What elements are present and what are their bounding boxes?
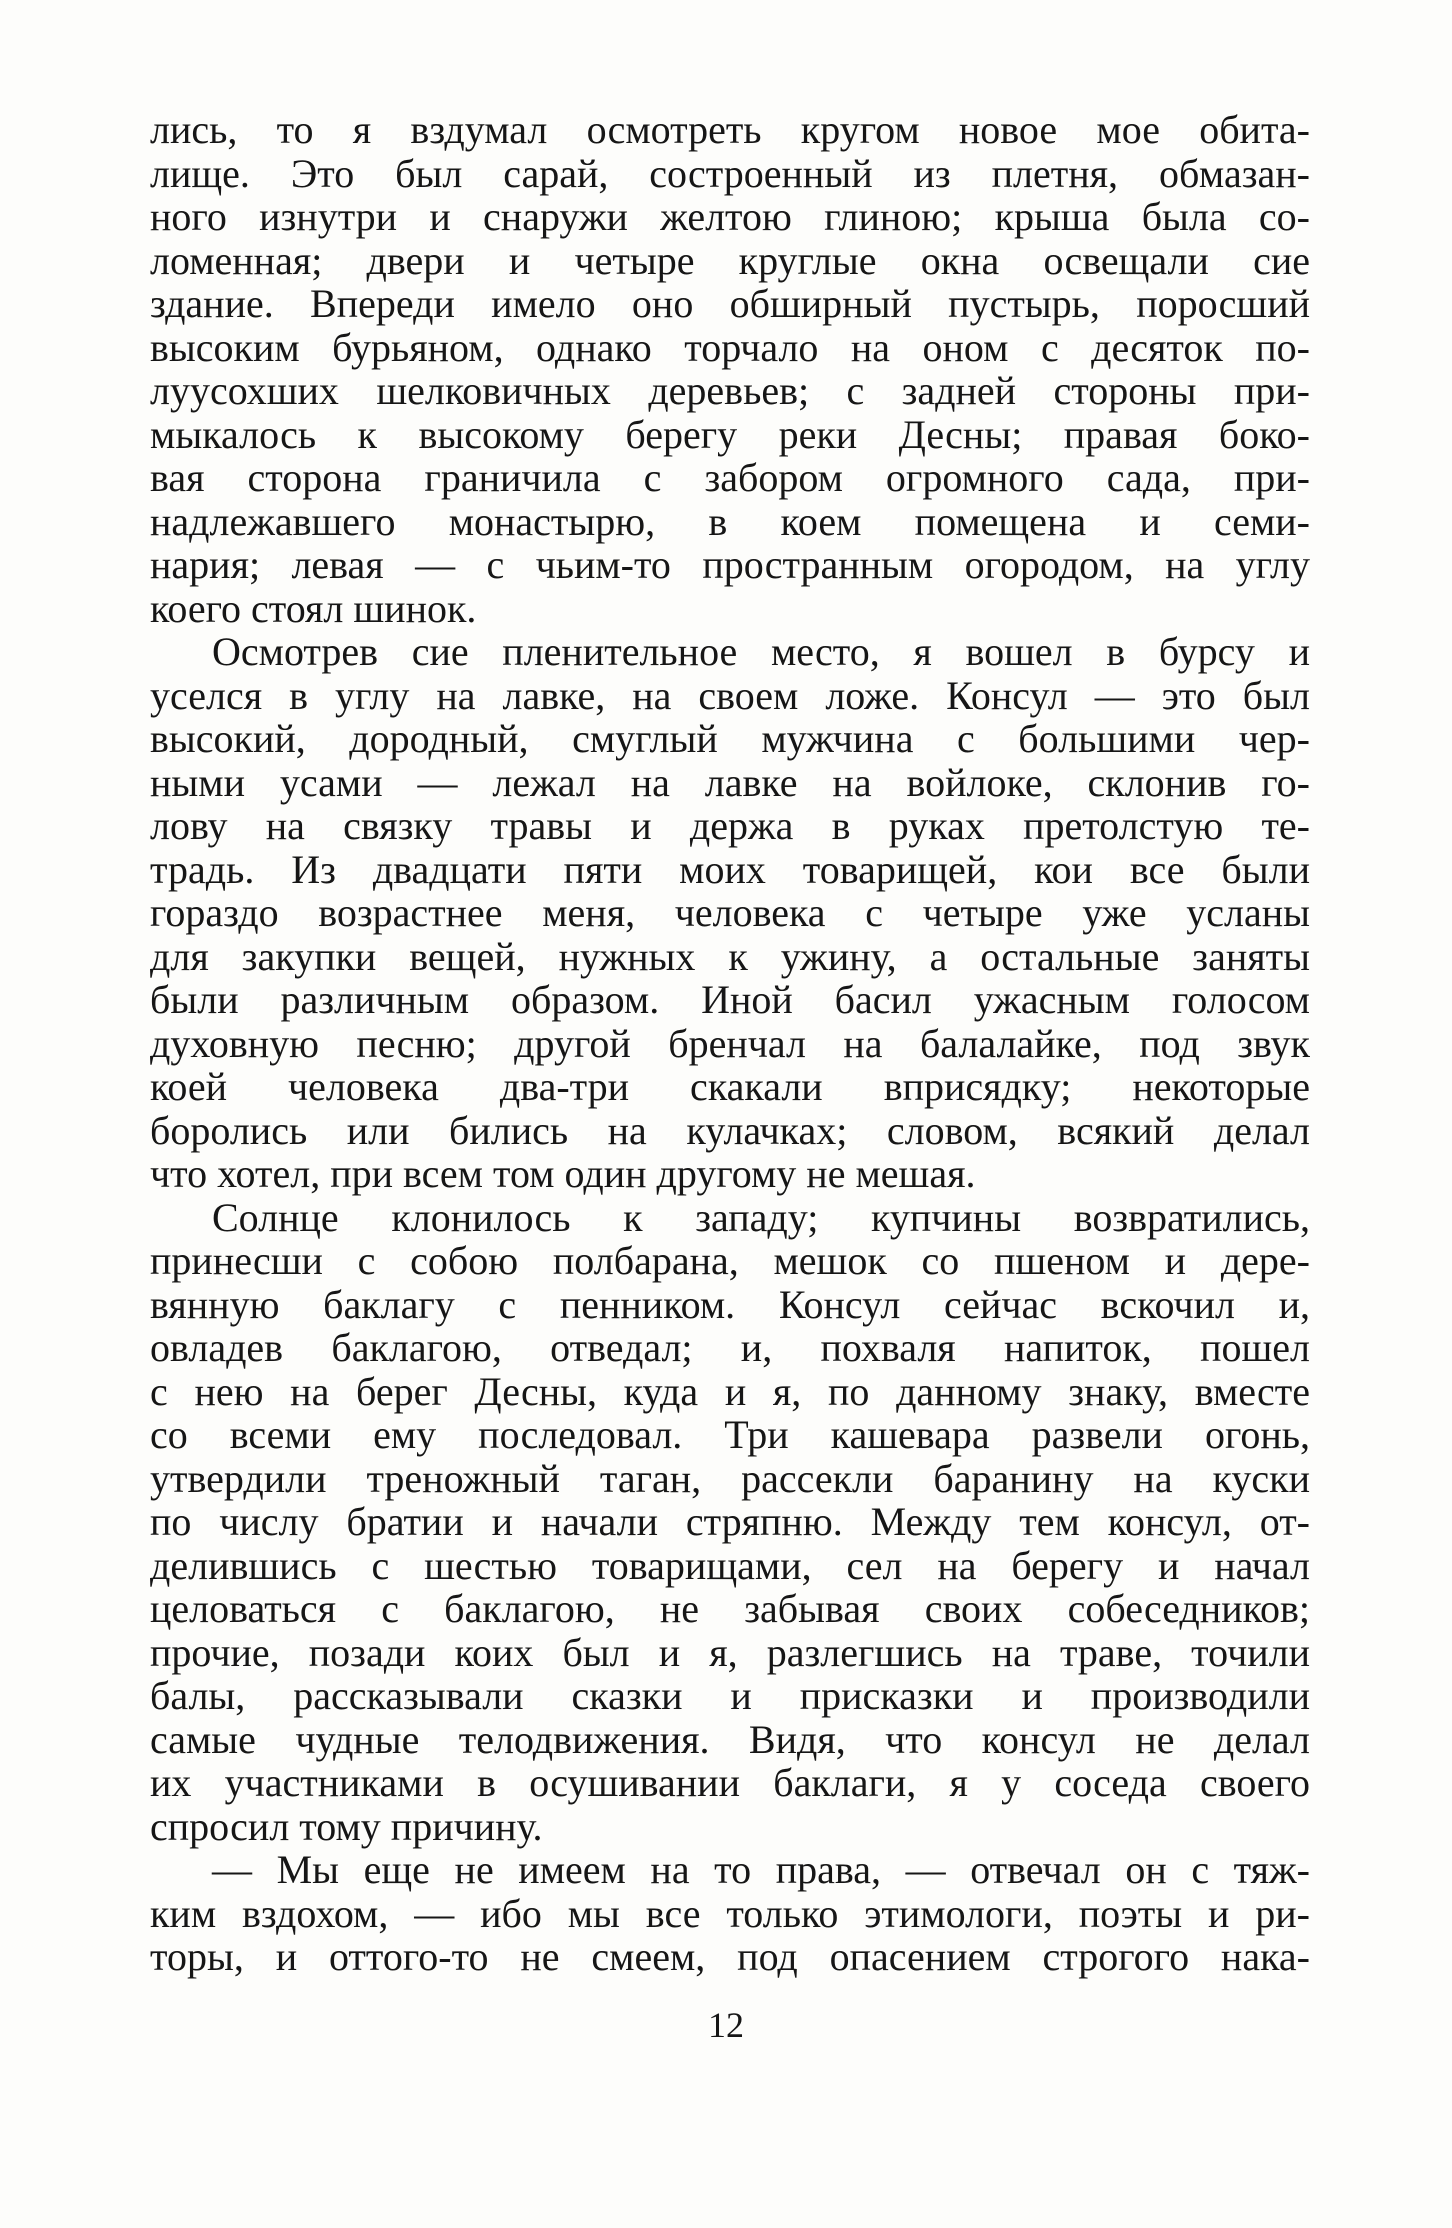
text-line: лову на связку травы и держа в руках претолстую те-: [150, 803, 1310, 848]
text-line: что хотел, при всем том один другому не мешая.: [150, 1151, 976, 1196]
text-line: боролись или бились на кулачках; словом, всякий делал: [150, 1107, 1310, 1153]
text-line: вая сторона граничила с забором огромного сада, при-: [150, 455, 1310, 500]
text-line: принесши с собою полбарана, мешок со пшеном и дере-: [150, 1238, 1310, 1283]
text-line: Солнце клонилось к западу; купчины возвратились,: [212, 1194, 1310, 1240]
text-line: высоким бурьяном, однако торчало на оном с десяток по-: [150, 324, 1310, 370]
text-line: балы, рассказывали сказки и присказки и производили: [150, 1673, 1310, 1718]
text-line: со всеми ему последовал. Три кашевара развели огонь,: [150, 1412, 1310, 1457]
text-line: коего стоял шинок.: [150, 585, 477, 631]
text-line: их участниками в осушивании баклаги, я у соседа своего: [150, 1760, 1310, 1805]
text-line: мыкалось к высокому берегу реки Десны; правая боко-: [150, 411, 1310, 457]
text-line: ными усами — лежал на лавке на войлоке, склонив го-: [150, 759, 1310, 805]
text-line: ного изнутри и снаружи желтою глиною; крыша была со-: [150, 194, 1310, 239]
text-line: прочие, позади коих был и я, разлегшись на траве, точили: [150, 1629, 1310, 1675]
text-line: были различным образом. Иной басил ужасным голосом: [150, 977, 1310, 1022]
text-line: самые чудные телодвижения. Видя, что консул не делал: [150, 1716, 1310, 1762]
text-line: уселся в углу на лавке, на своем ложе. Консул — это был: [150, 672, 1310, 718]
text-line: надлежавшего монастырю, в коем помещена и семи-: [150, 498, 1310, 544]
page-number: 12: [708, 2005, 744, 2045]
text-line: — Мы еще не имеем на то права, — отвечал он с тяж-: [212, 1847, 1310, 1892]
text-line: делившись с шестью товарищами, сел на берегу и начал: [150, 1542, 1310, 1588]
text-line: утвердили треножный таган, рассекли баранину на куски: [150, 1455, 1310, 1501]
text-line: Осмотрев сие пленительное место, я вошел в бурсу и: [212, 629, 1310, 674]
text-line: торы, и оттого-то не смеем, под опасением строгого нака-: [150, 1934, 1310, 1979]
text-line: по числу братии и начали стряпню. Между тем консул, от-: [150, 1499, 1310, 1544]
text-line: лись, то я вздумал осмотреть кругом новое мое обита-: [150, 107, 1310, 152]
text-line: луусохших шелковичных деревьев; с задней стороны при-: [150, 368, 1310, 413]
text-line: с нею на берег Десны, куда и я, по данному знаку, вместе: [150, 1368, 1310, 1414]
text-line: здание. Впереди имело оно обширный пустырь, поросший: [150, 281, 1310, 326]
text-line: гораздо возрастнее меня, человека с четыре уже усланы: [150, 890, 1310, 935]
text-line: нария; левая — с чьим-то пространным огородом, на углу: [150, 542, 1310, 587]
text-line: ким вздохом, — ибо мы все только этимологи, поэты и ри-: [150, 1890, 1310, 1936]
text-line: вянную баклагу с пенником. Консул сейчас вскочил и,: [150, 1281, 1310, 1327]
text-line: высокий, дородный, смуглый мужчина с большими чер-: [150, 716, 1310, 761]
text-line: духовную песню; другой бренчал на балалайке, под звук: [150, 1020, 1310, 1066]
text-line: для закупки вещей, нужных к ужину, а остальные заняты: [150, 933, 1310, 979]
text-line: традь. Из двадцати пяти моих товарищей, кои все были: [150, 846, 1310, 892]
text-line: спросил тому причину.: [150, 1803, 543, 1849]
text-line: целоваться с баклагою, не забывая своих собеседников;: [150, 1586, 1310, 1631]
text-line: ломенная; двери и четыре круглые окна освещали сие: [150, 237, 1310, 283]
text-line: овладев баклагою, отведал; и, похваля напиток, пошел: [150, 1325, 1310, 1370]
text-line: лище. Это был сарай, сострoенный из плетня, обмазан-: [150, 150, 1310, 196]
body-text: [150, 108, 1310, 1979]
text-line: коей человека два-три скакали вприсядку; некоторые: [150, 1064, 1310, 1109]
